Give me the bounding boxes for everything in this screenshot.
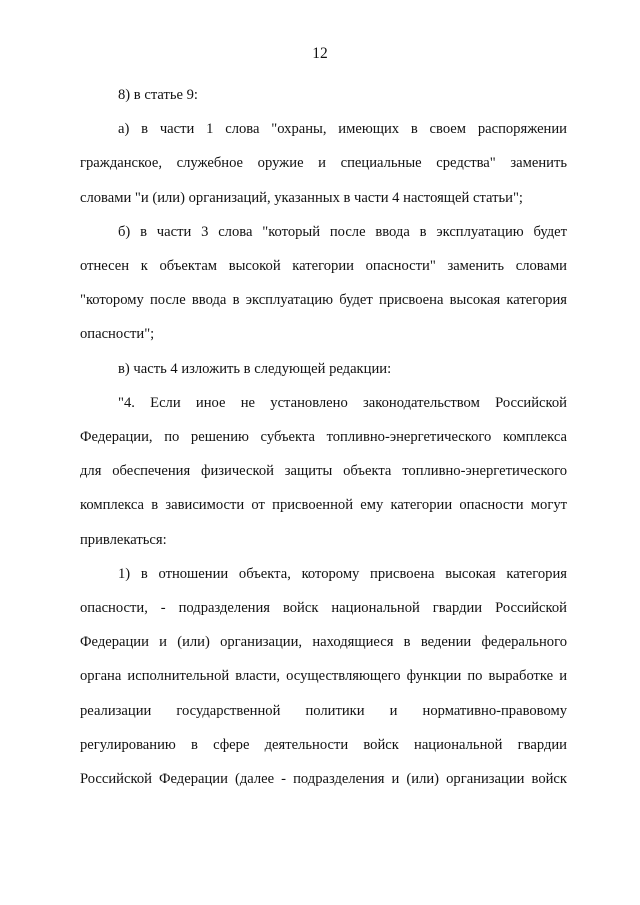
text-line: 8) в статье 9:: [118, 87, 198, 103]
paragraph-part-4: [80, 386, 567, 557]
document-body: [80, 78, 567, 796]
text-line: регулированию в сфере деятельности войск национальной гвардии: [80, 736, 567, 753]
text-line: а) в части 1 слова "охраны, имеющих в своем распоряжении: [118, 121, 567, 138]
paragraph-clause-1: [80, 557, 567, 796]
text-line: "которому после ввода в эксплуатацию будет присвоена высокая категория: [80, 292, 567, 309]
text-line: реализации государственной политики и нормативно-правовому: [80, 702, 567, 719]
text-line: 1) в отношении объекта, которому присвоена высокая категория: [118, 565, 567, 582]
text-line: Федерации, по решению субъекта топливно-энергетического комплекса: [80, 429, 567, 446]
page-number: 12: [312, 45, 328, 62]
text-line: в) часть 4 изложить в следующей редакции:: [118, 360, 392, 377]
text-line: опасности, - подразделения войск национальной гвардии Российской: [80, 600, 567, 617]
text-line: опасности";: [80, 326, 155, 343]
text-line: для обеспечения физической защиты объекта топливно-энергетического: [80, 463, 567, 480]
text-line: Российской Федерации (далее - подразделения и (или) организации войск: [80, 771, 567, 788]
text-line: органа исполнительной власти, осуществляющего функции по выработке и: [80, 668, 567, 685]
text-line: комплекса в зависимости от присвоенной ему категории опасности могут: [80, 497, 567, 514]
paragraph-item-8: [80, 78, 567, 112]
text-line: б) в части 3 слова "который после ввода в эксплуатацию будет: [118, 223, 567, 240]
text-line: словами "и (или) организаций, указанных в части 4 настоящей статьи";: [80, 189, 523, 206]
text-line: гражданское, служебное оружие и специальные средства" заменить: [80, 155, 567, 172]
text-line: отнесен к объектам высокой категории опасности" заменить словами: [80, 258, 567, 275]
paragraph-subitem-a: [80, 112, 567, 215]
text-line: Федерации и (или) организации, находящиеся в ведении федерального: [80, 634, 567, 651]
text-line: привлекаться:: [80, 531, 167, 548]
paragraph-subitem-v: [80, 352, 567, 386]
paragraph-subitem-b: [80, 215, 567, 352]
text-line: "4. Если иное не установлено законодательством Российской: [118, 394, 567, 411]
